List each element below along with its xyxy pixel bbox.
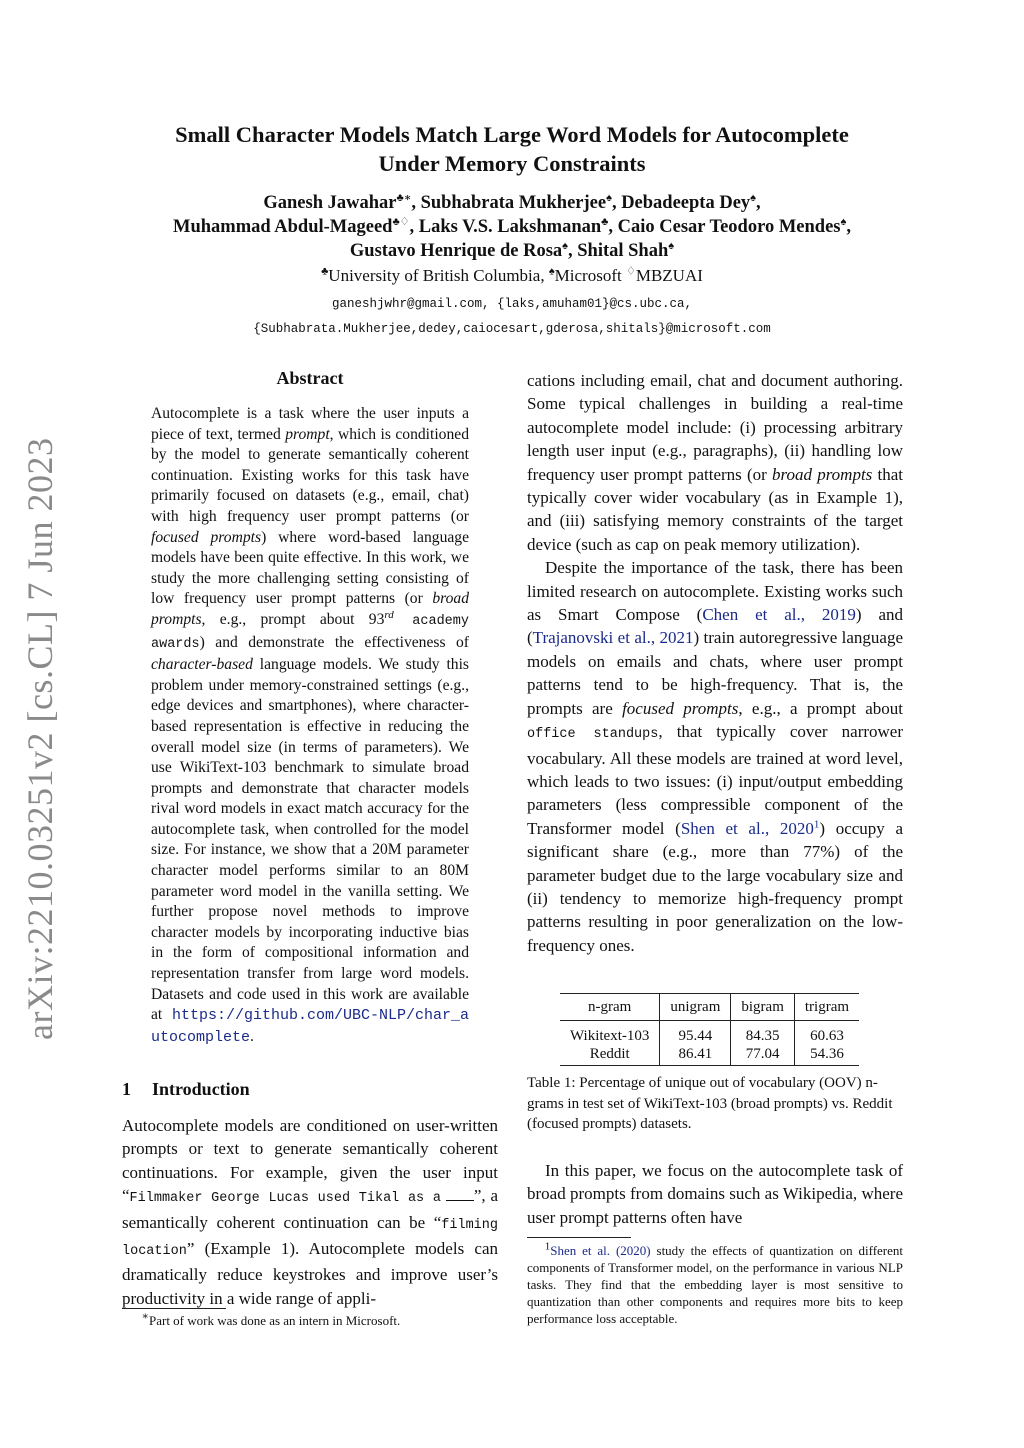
section-number: 1: [122, 1079, 131, 1099]
table-cell: 84.35: [731, 1021, 795, 1046]
text-run: ) and (: [527, 605, 903, 648]
citation-link[interactable]: Chen et al., 2019: [702, 605, 856, 625]
emphasis: prompt: [285, 425, 330, 443]
text-run: Autocomplete models are conditioned on user-written prompts or text to generate semantically coherent continuations. For example, given the user input “: [122, 1116, 498, 1206]
abstract-heading: Abstract: [276, 368, 344, 388]
table-cell: 60.63: [794, 1021, 859, 1046]
arxiv-identifier-stamp: arXiv:2210.03251v2 [cs.CL] 7 Jun 2023: [20, 437, 60, 1040]
email-line-1: ganeshjwhr@gmail.com, {laks,amuham01}@cs.ubc.ca,: [331, 297, 693, 311]
affiliation-mark: ♣♢: [392, 215, 410, 228]
affiliation-mark: ♠: [668, 239, 675, 252]
introduction-text: [122, 1114, 498, 1310]
text-run: language models. We study this problem under memory-constrained settings (e.g., edge devices and smartphones), where character-based representation is effective in reducing the overall model size (in terms of parameters). We use WikiText-103 benchmark to simulate broad prompts and demonstrate that character models rival word models in exact match accuracy for the autocomplete task, when controlled for the model size. For instance, we show that a 20M parameter character model performs similar to an 80M parameter word model in the vanilla setting. We further propose novel methods to improve character models by incorporating inductive bias in the form of compositional information and representation transfer from large word models. Datasets and code used in this work are available at: [151, 656, 469, 1024]
diamond-mark: ♢: [625, 265, 636, 278]
text-run: ”, a semantically coherent continuation can be “: [122, 1186, 498, 1232]
section-title: Introduction: [152, 1079, 250, 1099]
text-run: ) occupy a significant share (e.g., more than 77%) of the parameter budget due to the large vocabulary size and (ii) tendency to memorize high-frequency prompt patterns resulting in poor generalization on the low-frequency ones.: [527, 818, 903, 955]
text-run: Despite the importance of the task, there has been limited research on autocomplete. Existing works such as Smart Compose (: [527, 558, 903, 625]
emphasis: character-based: [151, 656, 253, 674]
authors-line-1: Ganesh Jawahar♣∗, Subhabrata Mukherjee♠, Debadeepta Dey♠,: [263, 191, 761, 213]
affiliations: [100, 264, 924, 288]
text-run: that typically cover wider vocabulary (as in Example 1), and (iii) satisfying memory constraints of the target device (such as cap on peak memory utilization).: [527, 464, 904, 554]
text-run: , which is conditioned by the model to generate semantically coherent continuation. Existing works for this task have primarily focused on datasets (e.g., email, chat) with high frequency user prompt patterns (or: [151, 425, 469, 525]
footnote-text: study the effects of quantization on different components of Transformer model, on the performance in various NLP tasks. They find that the embedding layer is most sensitive to quantization than other components and requires more bits to keep performance loss acceptable.: [527, 1243, 904, 1326]
citation-link[interactable]: Shen et al. (2020): [550, 1243, 651, 1258]
table-cell: 86.41: [660, 1045, 731, 1066]
introduction-continued: [527, 369, 903, 957]
code-text: academy awards: [151, 613, 469, 652]
superscript: rd: [384, 608, 394, 621]
example-prompt: Filmmaker George Lucas used Tikal as a: [129, 1191, 441, 1207]
citation-link[interactable]: Shen et al., 2020: [680, 818, 814, 838]
author-name: Caio Cesar Teodoro Mendes: [617, 217, 841, 237]
author-name: Debadeepta Dey: [621, 193, 751, 213]
table-cell: 54.36: [794, 1045, 859, 1066]
footnote-mark: 1: [544, 1240, 551, 1253]
title-line-2: Under Memory Constraints: [378, 151, 646, 176]
author-name: Gustavo Henrique de Rosa: [349, 241, 563, 261]
affiliation-mark: ♠: [840, 215, 847, 228]
email-line-2: {Subhabrata.Mukherjee,dedey,caiocesart,gderosa,shitals}@microsoft.com: [253, 322, 771, 336]
emphasis: broad prompts: [151, 590, 469, 628]
text-run: .: [250, 1027, 254, 1045]
paper-title: [100, 120, 924, 178]
affiliation-mbzuai: MBZUAI: [635, 266, 703, 285]
text-run: ) train autoregressive language models on emails and chats, where user prompt patterns tend to be high-frequency. That is, the prompts are: [527, 628, 904, 718]
citation-link[interactable]: Trajanovski et al., 2021: [532, 628, 694, 648]
table-header-row: [560, 994, 859, 1021]
column-header: trigram: [794, 994, 859, 1021]
club-mark: ♣: [321, 265, 329, 278]
code-text: office standups: [527, 727, 659, 743]
paragraph: [527, 556, 903, 957]
author-list: [80, 191, 944, 263]
affiliation-mark: ♠: [606, 191, 612, 204]
author-name: Laks V.S. Lakshmanan: [418, 217, 602, 237]
authors-line-3: Gustavo Henrique de Rosa♠, Shital Shah♠: [349, 239, 675, 261]
emphasis: focused prompts: [622, 698, 739, 718]
table-row: [560, 1045, 859, 1066]
column-header: bigram: [731, 994, 795, 1021]
section-heading-introduction: [122, 1079, 482, 1100]
emphasis: broad prompts: [772, 464, 873, 484]
paragraph: [527, 369, 903, 556]
author-name: Shital Shah: [577, 241, 669, 261]
math-number: 93: [368, 610, 385, 628]
text-run: , that typically cover narrower vocabulary. All these models are trained at word level, which leads to two issues: (i) input/output embedding parameters (less compressible component of the Transformer model (: [527, 722, 903, 838]
footnote-rule: [122, 1308, 226, 1309]
affiliation-mark: ♣∗: [396, 191, 412, 204]
affiliation-mark: ♣: [601, 215, 609, 228]
table-cell: 95.44: [660, 1021, 731, 1046]
author-name: Muhammad Abdul-Mageed: [173, 217, 393, 237]
author-name: Ganesh Jawahar: [263, 193, 397, 213]
text-run: , e.g., a prompt about: [738, 698, 904, 718]
example-continuation: filming location: [122, 1217, 498, 1260]
text-run: ” (Example 1). Autocomplete models can dramatically reduce keystrokes and improve user’s productivity in a wide range of appli-: [122, 1239, 498, 1308]
table-cell: 77.04: [731, 1045, 795, 1066]
spade-mark: ♠: [548, 265, 555, 278]
text-run: ) where word-based language models have been quite effective. In this work, we study the more challenging setting consisting of low frequency user prompt patterns (or: [151, 528, 470, 608]
oov-ngram-table: [560, 993, 859, 1066]
column-header: unigram: [660, 994, 731, 1021]
footnote-rule: [527, 1237, 631, 1238]
title-line-1: Small Character Models Match Large Word Models for Autocomplete: [175, 122, 849, 147]
abstract-text: [151, 404, 469, 1048]
table-caption: Table 1: Percentage of unique out of vocabulary (OOV) n-grams in test set of WikiText-103 (broad prompts) vs. Reddit (focused prompts) datasets.: [527, 1075, 893, 1133]
text-run: , e.g., prompt about: [201, 610, 369, 628]
table-row: [560, 1021, 859, 1046]
text-run: cations including email, chat and document authoring. Some typical challenges in building a real-time autocomplete model include: (i) processing arbitrary length user input (e.g., paragraphs), (ii) handling low frequency user prompt patterns (or: [527, 371, 903, 484]
affiliation-mark: ♠: [750, 191, 756, 204]
affiliation-ubc: University of British Columbia,: [328, 266, 545, 285]
authors-line-2: Muhammad Abdul-Mageed♣♢, Laks V.S. Lakshmanan♣, Caio Cesar Teodoro Mendes♠,: [173, 215, 851, 237]
table-cell: Reddit: [589, 1046, 630, 1062]
text-run: ) and demonstrate the effectiveness of: [199, 633, 469, 651]
code-repository-link[interactable]: https://github.com/UBC-NLP/char_autocomplete: [151, 1007, 469, 1046]
blank-underline: [446, 1188, 474, 1201]
footnote-text: Part of work was done as an intern in Microsoft.: [148, 1313, 401, 1328]
paragraph-broad-prompts: In this paper, we focus on the autocomplete task of broad prompts from domains such as Wikipedia, where user prompt patterns often have: [527, 1161, 903, 1227]
affiliation-microsoft: Microsoft: [554, 266, 622, 285]
column-header: n-gram: [588, 999, 632, 1015]
author-name: Subhabrata Mukherjee: [420, 193, 607, 213]
footnote-mark-link[interactable]: 1: [813, 818, 820, 831]
footnote-quantization: [527, 1242, 903, 1327]
affiliation-mark: ♠: [562, 239, 568, 252]
author-emails: [100, 292, 924, 342]
footnote-mark: ∗: [141, 1310, 149, 1323]
footnote-intern: [122, 1312, 498, 1330]
table-cell: Wikitext-103: [570, 1028, 650, 1044]
emphasis: focused prompts: [151, 528, 262, 546]
text-run: Autocomplete is a task where the user inputs a piece of text, termed: [151, 405, 469, 443]
